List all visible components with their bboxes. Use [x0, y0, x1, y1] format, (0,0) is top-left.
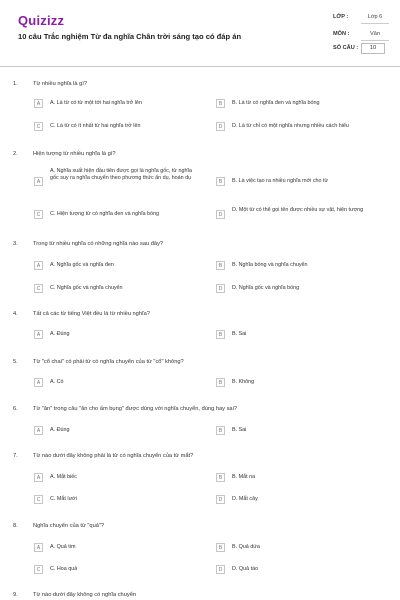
question-text: Từ nhiều nghĩa là gì?: [33, 81, 88, 87]
question-text: Tất cả các từ tiếng Việt đều là từ nhiều nghĩa?: [33, 311, 150, 317]
option-text: B. Quả dứa: [232, 544, 260, 550]
option-text: C. Nghĩa gốc và nghĩa chuyển: [50, 285, 123, 291]
option-text: D. Là từ chỉ có một nghĩa nhưng nhiều cách hiểu: [232, 123, 349, 129]
question-number: 6.: [13, 406, 18, 412]
question-number: 9.: [13, 592, 18, 598]
option-text: D. Một từ có thể gọi tên được nhiều sự vật, hiện tượng: [232, 207, 364, 213]
option-letter-box[interactable]: B: [216, 426, 225, 435]
option-letter-box[interactable]: A: [34, 177, 43, 186]
question-number: 4.: [13, 311, 18, 317]
option-text: A. Quả tim: [50, 544, 76, 550]
option-letter-box[interactable]: C: [34, 495, 43, 504]
option-letter-box[interactable]: A: [34, 330, 43, 339]
option-letter-box[interactable]: D: [216, 284, 225, 293]
option-letter-box[interactable]: C: [34, 122, 43, 131]
meta-grade-underline: [361, 23, 389, 24]
meta-grade-label: LỚP :: [333, 14, 349, 20]
option-text: C. Hiện tượng từ có nghĩa đen và nghĩa bóng: [50, 211, 160, 217]
question-text: Từ "cổ chai" có phải từ có nghĩa chuyển của từ "cổ" không?: [33, 359, 184, 365]
question-text: Nghĩa chuyển của từ "quả"?: [33, 523, 105, 529]
option-letter-box[interactable]: C: [34, 210, 43, 219]
option-text: B. Là việc tạo ra nhiều nghĩa mới cho từ: [232, 178, 329, 184]
option-letter-box[interactable]: D: [216, 495, 225, 504]
option-text: C. Là từ có ít nhất từ hai nghĩa trở lên: [50, 123, 141, 129]
option-letter-box[interactable]: B: [216, 330, 225, 339]
option-text: C. Mắt lưới: [50, 496, 77, 502]
question-text: Trong từ nhiều nghĩa có những nghĩa nào sau đây?: [33, 241, 164, 247]
option-text: B. Không: [232, 379, 255, 385]
option-letter-box[interactable]: A: [34, 99, 43, 108]
option-letter-box[interactable]: B: [216, 378, 225, 387]
option-text: D. Mắt cây: [232, 496, 258, 502]
quizizz-logo: Quizizz: [18, 13, 65, 28]
option-text: A. Có: [50, 379, 64, 385]
option-letter-box[interactable]: C: [34, 284, 43, 293]
option-text: B. Sai: [232, 331, 247, 337]
option-letter-box[interactable]: A: [34, 473, 43, 482]
question-number: 2.: [13, 151, 18, 157]
question-text: Từ "ăn" trong câu "ăn cho ấm bụng" được dùng với nghĩa chuyển, đúng hay sai?: [33, 406, 238, 412]
worksheet-header: [0, 0, 400, 64]
option-letter-box[interactable]: D: [216, 565, 225, 574]
worksheet-title: 10 câu Trắc nghiệm Từ đa nghĩa Chân trời sáng tạo có đáp án: [18, 32, 242, 41]
option-text: A. Nghĩa xuất hiện đầu tiên được gọi là nghĩa gốc, từ nghĩa gốc suy ra nghĩa chuyển theo phương thức ẩn dụ, hoán dụ: [50, 168, 193, 182]
option-text: D. Quả táo: [232, 566, 259, 572]
option-text: D. Nghĩa gốc và nghĩa bóng: [232, 285, 300, 291]
option-text: A. Nghĩa gốc và nghĩa đen: [50, 262, 114, 268]
option-text: B. Nghĩa bóng và nghĩa chuyển: [232, 262, 308, 268]
option-letter-box[interactable]: A: [34, 261, 43, 270]
option-text: B. Sai: [232, 427, 247, 433]
question-number: 5.: [13, 359, 18, 365]
option-letter-box[interactable]: B: [216, 99, 225, 108]
option-letter-box[interactable]: A: [34, 426, 43, 435]
option-text: A. Mắt biếc: [50, 474, 77, 480]
header-divider: [0, 66, 400, 67]
meta-subject-label: MÔN :: [333, 31, 350, 37]
meta-grade-value: Lớp 6: [367, 14, 383, 20]
meta-subject-underline: [361, 40, 389, 41]
option-letter-box[interactable]: B: [216, 473, 225, 482]
option-letter-box[interactable]: B: [216, 177, 225, 186]
question-number: 7.: [13, 453, 18, 459]
option-text: A. Đúng: [50, 427, 70, 433]
question-text: Từ nào dưới đây không có nghĩa chuyển: [33, 592, 137, 598]
option-letter-box[interactable]: A: [34, 378, 43, 387]
meta-subject-value: Văn: [370, 31, 380, 37]
option-letter-box[interactable]: B: [216, 543, 225, 552]
question-number: 3.: [13, 241, 18, 247]
question-number: 1.: [13, 81, 18, 87]
option-text: C. Hoa quả: [50, 566, 78, 572]
question-number: 8.: [13, 523, 18, 529]
question-text: Hiện tượng từ nhiều nghĩa là gì?: [33, 151, 116, 157]
meta-count-label: SỐ CÂU :: [333, 45, 359, 51]
option-text: A. Đúng: [50, 331, 70, 337]
question-text: Từ nào dưới đây không phải là từ có nghĩa chuyển của từ mắt?: [33, 453, 194, 459]
option-text: B. Là từ có nghĩa đen và nghĩa bóng: [232, 100, 320, 106]
option-letter-box[interactable]: C: [34, 565, 43, 574]
option-letter-box[interactable]: D: [216, 210, 225, 219]
option-letter-box[interactable]: B: [216, 261, 225, 270]
meta-count-value: 10: [361, 43, 385, 54]
option-text: B. Mắt na: [232, 474, 256, 480]
option-text: A. Là từ có từ một tới hai nghĩa trở lên: [50, 100, 142, 106]
option-letter-box[interactable]: A: [34, 543, 43, 552]
option-letter-box[interactable]: D: [216, 122, 225, 131]
